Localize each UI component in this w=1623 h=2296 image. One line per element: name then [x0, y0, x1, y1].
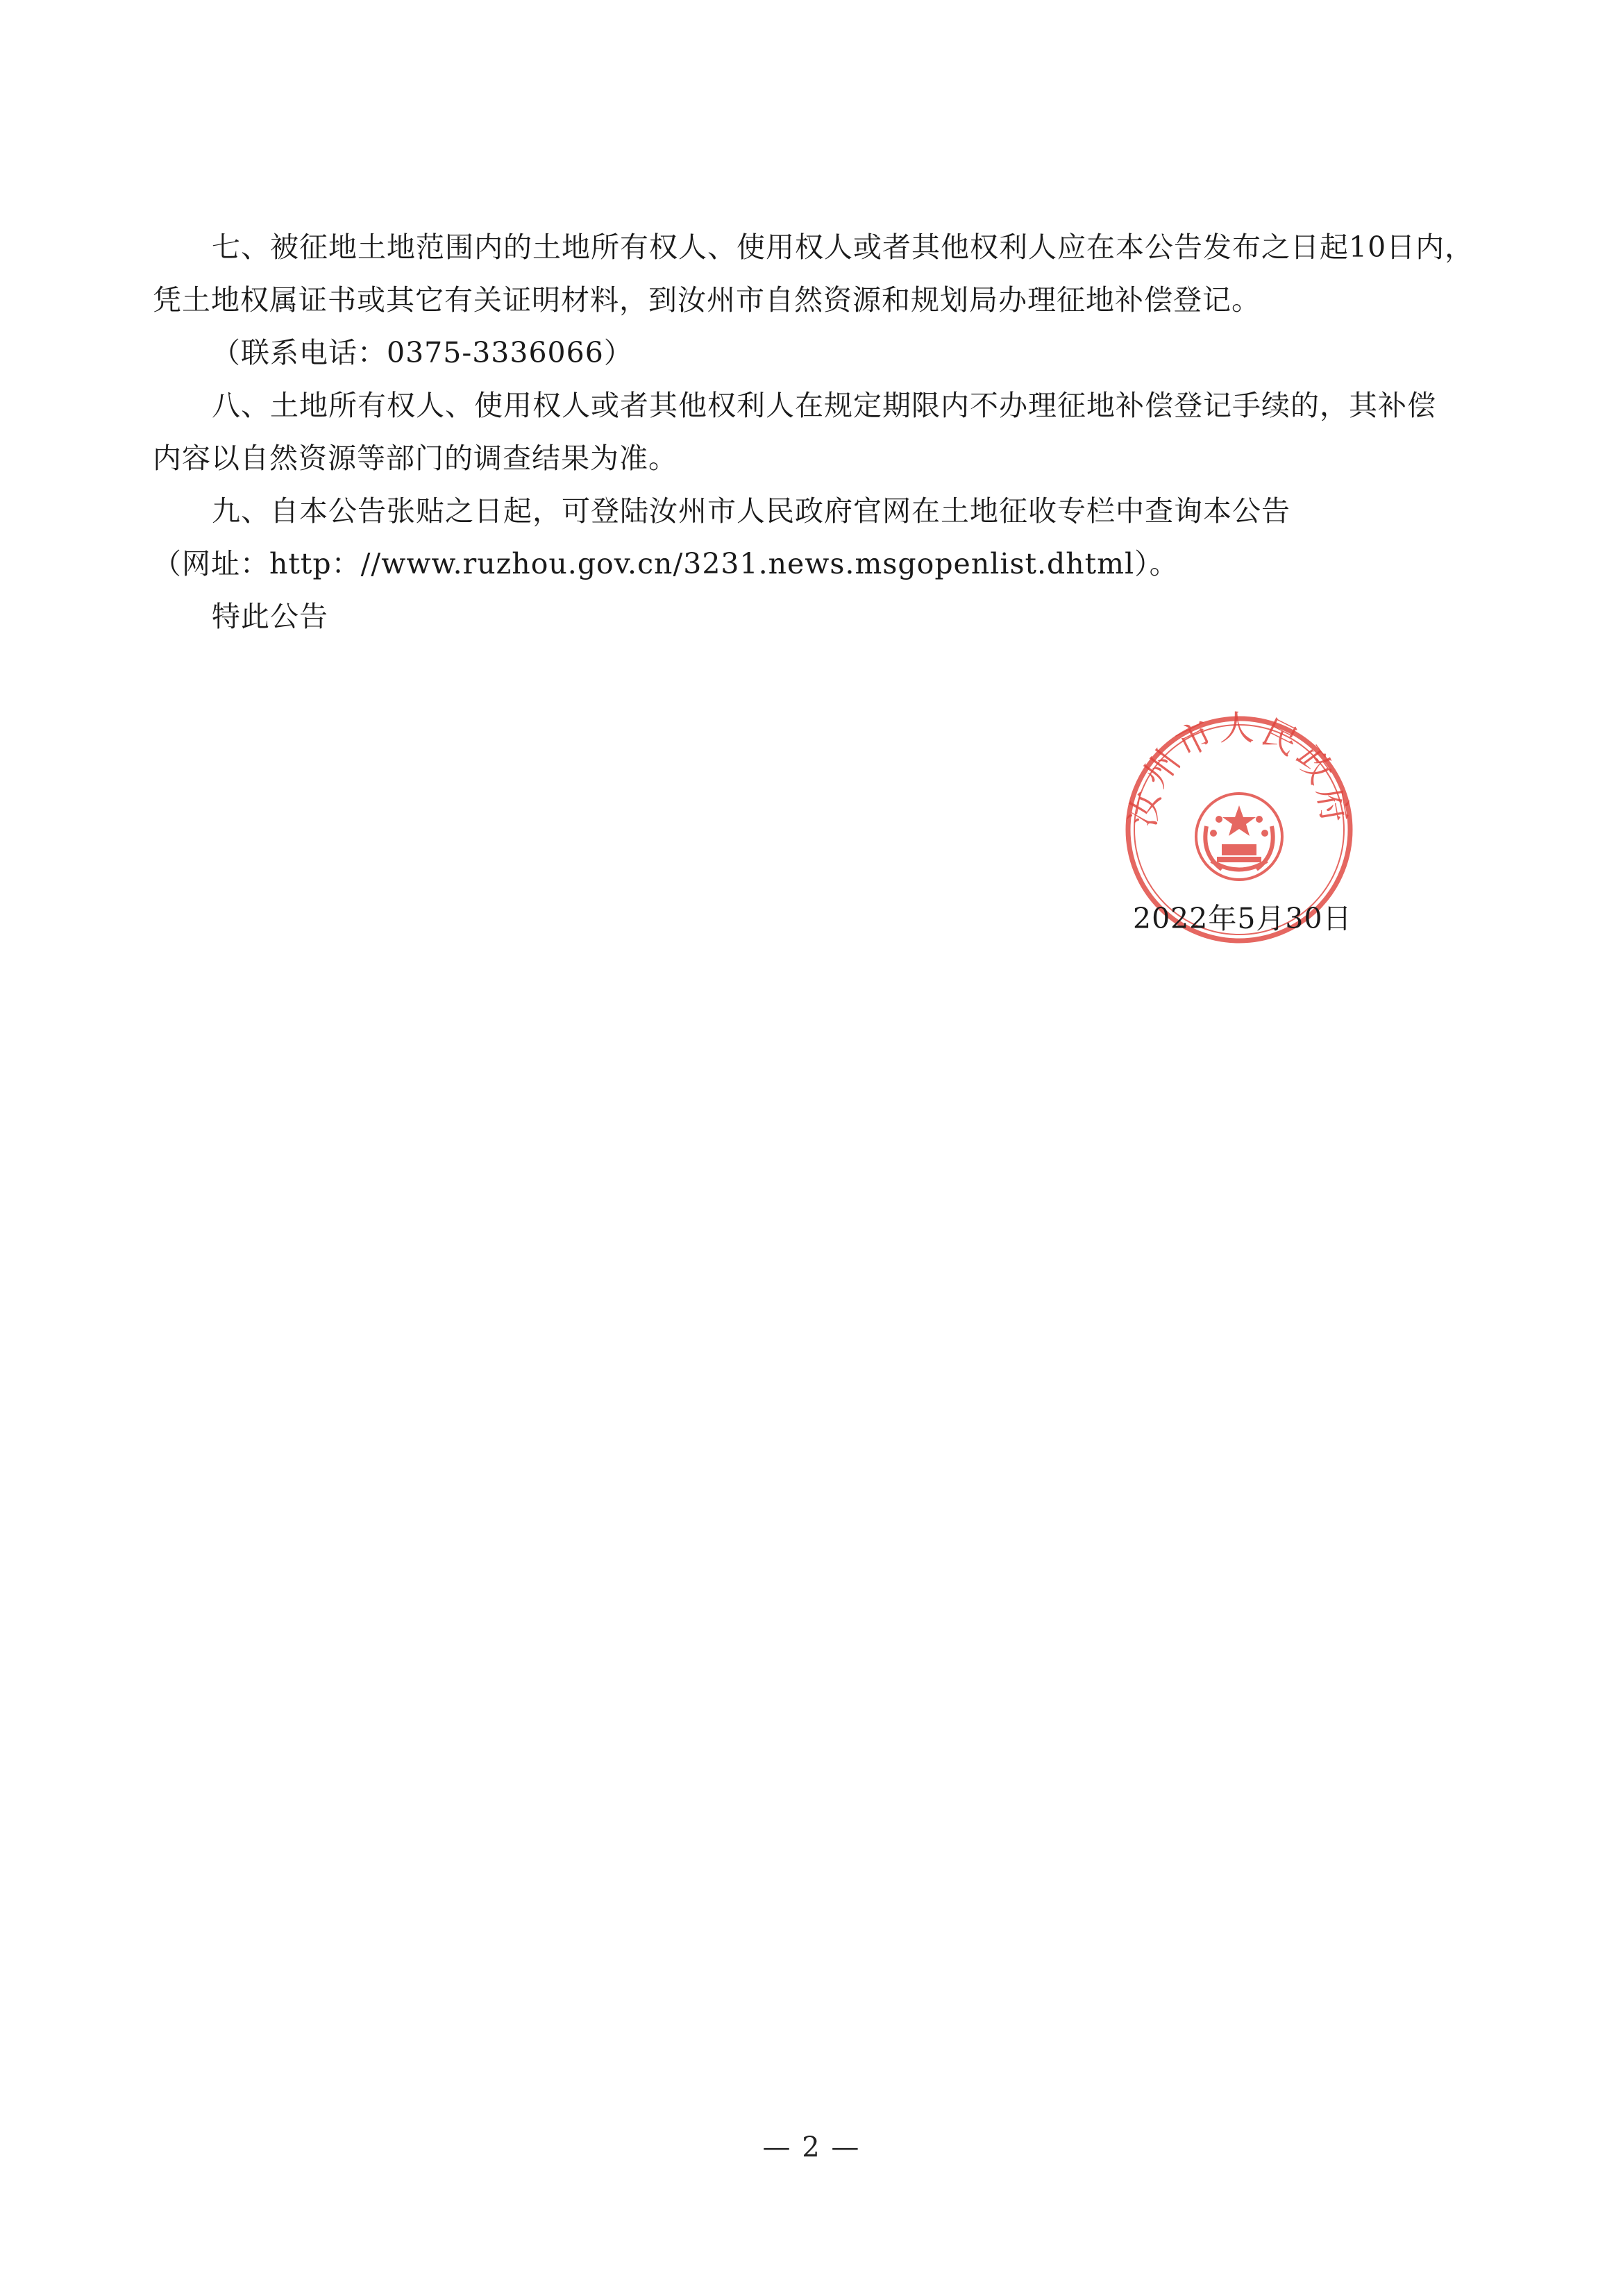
paragraph-line: 内容以自然资源等部门的调查结果为准。: [153, 442, 678, 475]
paragraph-line: 七、被征地土地范围内的土地所有权人、使用权人或者其他权利人应在本公告发布之日起10日内，: [212, 231, 1474, 264]
page-number: — 2 —: [762, 2131, 861, 2163]
document-date: 2022年5月30日: [1133, 902, 1352, 935]
paragraph-line: （联系电话：0375-3336066）: [212, 336, 633, 369]
paragraph-seven: [153, 221, 1489, 326]
national-emblem-icon: [1196, 794, 1282, 880]
seal-text: 汝州市人民政府: [1122, 708, 1356, 830]
paragraph-contact: [212, 326, 1489, 379]
paragraph-line: （网址：http：//www.ruzhou.gov.cn/3231.news.msgopenlist.dhtml）。: [153, 547, 1179, 580]
paragraph-line: 八、土地所有权人、使用权人或者其他权利人在规定期限内不办理征地补偿登记手续的，其补偿: [212, 389, 1436, 422]
paragraph-line: 凭土地权属证书或其它有关证明材料，到汝州市自然资源和规划局办理征地补偿登记。: [153, 283, 1261, 317]
paragraph-line: 九、自本公告张贴之日起，可登陆汝州市人民政府官网在土地征收专栏中查询本公告: [212, 494, 1290, 528]
paragraph-closing: [212, 590, 1489, 643]
paragraph-line: 特此公告: [212, 600, 328, 633]
paragraph-eight: [153, 379, 1489, 485]
document-body: [153, 221, 1489, 643]
paragraph-nine: [153, 485, 1489, 590]
